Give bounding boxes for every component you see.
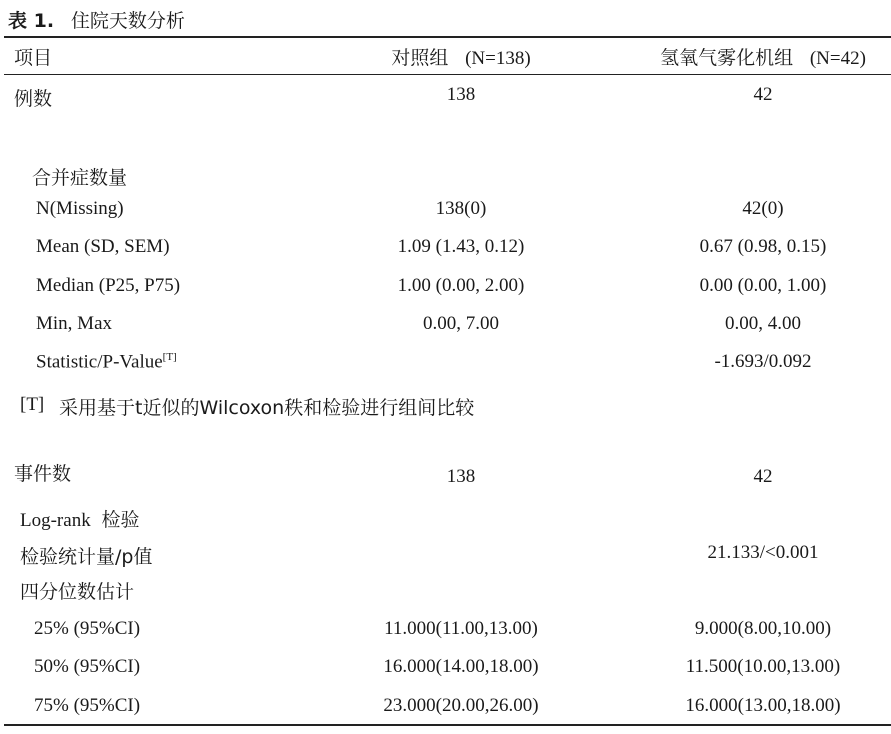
cases-label: 例数 xyxy=(14,88,53,110)
footnote-text: 采用基于t近似的Wilcoxon秩和检验进行组间比较 xyxy=(59,397,475,419)
header-rule xyxy=(4,74,891,75)
row-value-a: 23.000(20.00,26.00) xyxy=(383,695,539,716)
row-value-b: -1.693/0.092 xyxy=(714,351,812,372)
footnote-ref: [T] xyxy=(162,351,177,363)
header-row xyxy=(0,43,891,69)
teststat-b: 21.133/<0.001 xyxy=(707,542,819,563)
row-label: Median (P25, P75) xyxy=(36,275,181,296)
footnote xyxy=(20,393,474,420)
quartile-title: 四分位数估计 xyxy=(20,581,135,603)
row-label-statistic: Statistic/P-Value[T] xyxy=(36,351,177,373)
row-value-a: 1.00 (0.00, 2.00) xyxy=(397,275,525,296)
row-value-a: 138(0) xyxy=(435,198,487,219)
caption-title: 住院天数分析 xyxy=(70,10,185,32)
row-label: 25% (95%CI) xyxy=(34,618,141,639)
row-label: Min, Max xyxy=(36,313,112,334)
row-label: 50% (95%CI) xyxy=(34,656,141,677)
row-value-b: 42(0) xyxy=(742,198,784,219)
row-value-a: 11.000(11.00,13.00) xyxy=(384,618,538,639)
row-value-a: 1.09 (1.43, 0.12) xyxy=(397,236,525,257)
comorbidity-title: 合并症数量 xyxy=(32,167,128,189)
row-value-b: 11.500(10.00,13.00) xyxy=(685,656,841,677)
header-item: 项目 xyxy=(14,47,53,69)
top-rule xyxy=(4,36,891,38)
events-a: 138 xyxy=(446,466,476,487)
header-group-a-n: (N=138) xyxy=(465,48,531,69)
row-value-a: 16.000(14.00,18.00) xyxy=(383,656,539,677)
events-b: 42 xyxy=(753,466,773,487)
events-label: 事件数 xyxy=(14,463,72,485)
header-group-b: 氢氧气雾化机组 (N=42) xyxy=(660,47,866,69)
cases-a: 138 xyxy=(446,84,476,105)
header-group-a: 对照组 (N=138) xyxy=(391,47,531,69)
footnote-mark: [T] xyxy=(20,394,45,415)
row-label: N(Missing) xyxy=(36,198,124,219)
caption-label: 表 1. xyxy=(8,10,55,32)
row-value-b: 9.000(8.00,10.00) xyxy=(694,618,832,639)
row-label: 75% (95%CI) xyxy=(34,695,141,716)
row-value-a: 0.00, 7.00 xyxy=(423,313,499,334)
table-caption xyxy=(8,6,185,33)
header-group-b-n: (N=42) xyxy=(809,48,866,69)
bottom-rule xyxy=(4,724,891,726)
cases-b: 42 xyxy=(753,84,773,105)
row-label: Mean (SD, SEM) xyxy=(36,236,170,257)
logrank-label: Log-rank 检验 xyxy=(20,509,140,531)
row-value-b: 0.67 (0.98, 0.15) xyxy=(699,236,827,257)
row-value-b: 0.00 (0.00, 1.00) xyxy=(699,275,827,296)
row-value-b: 16.000(13.00,18.00) xyxy=(685,695,841,716)
teststat-label: 检验统计量/p值 xyxy=(20,546,153,568)
row-value-b: 0.00, 4.00 xyxy=(725,313,801,334)
